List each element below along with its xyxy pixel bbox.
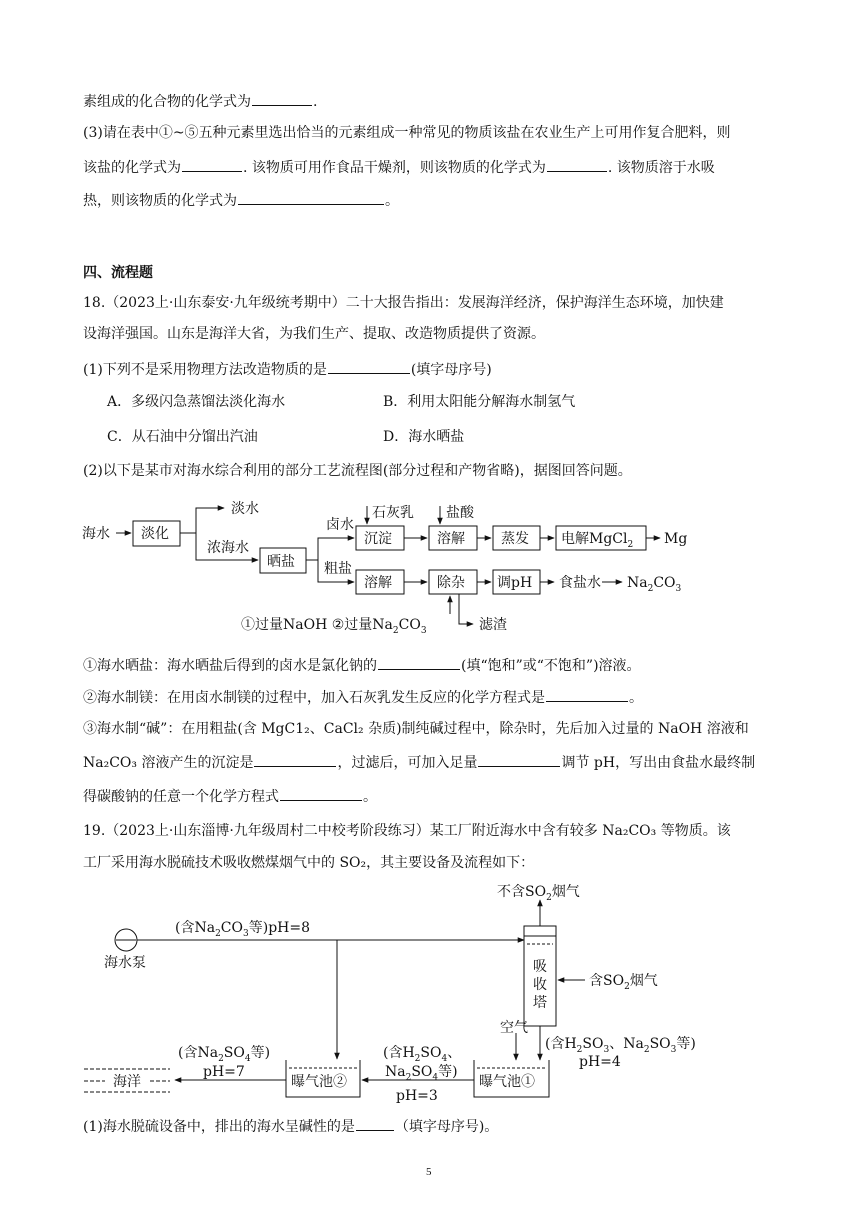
sub-question-3-end: 。 — [363, 789, 377, 805]
label-reagents: ①过量NaOH ②过量$Na_2CO_3$ — [241, 617, 427, 636]
question-18-line-1: 18.（2023上·山东泰安·九年级统考期中）二十大报告指出：发展海洋经济，保护海洋生态环境，加快建 — [83, 295, 724, 311]
line-3-part-a: 该盐的化学式为 — [83, 160, 181, 176]
line-4-part-a: 热，则该物质的化学式为 — [83, 193, 237, 209]
question-19-line-2: 工厂采用海水脱硫技术吸收燃煤烟气中的 SO₂，其主要设备及流程如下： — [83, 855, 535, 871]
sub-question-3-part-b: ，过滤后，可加入足量 — [337, 755, 478, 771]
label-mid-flow-2: $Na_2SO_4$等) — [385, 1064, 458, 1083]
label-precipitate: 沉淀 — [364, 531, 392, 547]
line-3-part-c: . 该物质溶于水吸 — [607, 160, 715, 176]
label-tower-2: 收 — [533, 977, 547, 993]
label-air: 空气 — [500, 1020, 528, 1036]
label-pool-2: 曝气池② — [291, 1074, 347, 1090]
label-mid-ph: pH=3 — [396, 1088, 438, 1104]
label-fresh-water: 淡水 — [231, 501, 259, 517]
label-tower-3: 塔 — [533, 995, 547, 1011]
part-1-text: (1)下列不是采用物理方法改造物质的是 — [83, 362, 327, 378]
label-pool-1: 曝气池① — [479, 1074, 535, 1090]
label-na2co3: $Na_2CO_3$ — [627, 575, 682, 594]
label-mg: Mg — [664, 531, 688, 547]
line-3-part-b: . 该物质可用作食品干燥剂，则该物质的化学式为 — [243, 160, 546, 176]
label-conc-seawater: 浓海水 — [207, 540, 249, 556]
label-pump: 海水泵 — [104, 955, 146, 971]
option-d: D．海水晒盐 — [383, 429, 465, 445]
line-1-text: 素组成的化合物的化学式为 — [83, 94, 251, 110]
option-b: B．利用太阳能分解海水制氢气 — [383, 394, 576, 410]
sub-question-3-part-d: 得碳酸钠的任意一个化学方程式 — [83, 789, 279, 805]
label-hcl: 盐酸 — [446, 505, 474, 521]
label-crude-salt: 粗盐 — [324, 561, 352, 577]
q19-part-1-hint: （填字母序号)。 — [394, 1119, 499, 1135]
sub-question-3: ③海水制“碱”：在用粗盐(含 MgC1₂、CaCl₂ 杂质)制纯碱过程中，除杂时，先后加入过量的 NaOH 溶液和 — [83, 721, 749, 737]
page-number: 5 — [426, 1166, 432, 1178]
line-1-end: . — [313, 94, 318, 110]
label-tower-1: 吸 — [533, 959, 547, 975]
label-mid-flow-1: (含$H_2SO_4$、 — [383, 1045, 462, 1064]
label-lime-milk: 石灰乳 — [372, 505, 414, 521]
label-filter-residue: 滤渣 — [479, 617, 507, 633]
sub-question-3-part-a: Na₂CO₃ 溶液产生的沉淀是 — [83, 755, 254, 771]
label-left-flow: (含$Na_2SO_4$等) — [178, 1045, 271, 1064]
label-so2-gas: 含$SO_2$烟气 — [589, 973, 658, 992]
label-desalinate: 淡化 — [141, 526, 169, 542]
label-dissolve-1: 溶解 — [437, 531, 465, 547]
q19-part-1-text: (1)海水脱硫设备中，排出的海水呈碱性的是 — [83, 1119, 355, 1135]
label-brine: 卤水 — [326, 517, 354, 533]
question-18-line-2: 设海洋强国。山东是海洋大省，为我们生产、提取、改造物质提供了资源。 — [83, 326, 545, 342]
label-outflow-ph: pH=4 — [579, 1054, 621, 1070]
absorption-tower — [524, 926, 556, 1026]
label-brine-salt: 食盐水 — [559, 575, 601, 591]
label-electrolysis: 电解MgCl$_2$ — [561, 531, 634, 550]
label-ocean: 海洋 — [113, 1074, 141, 1090]
option-a: A．多级闪急蒸馏法淡化海水 — [107, 394, 286, 410]
label-inlet-seawater: (含$Na_2CO_3$等)pH=8 — [175, 920, 311, 939]
sub-question-1-hint: (填“饱和”或“不饱和”)溶液。 — [461, 658, 641, 674]
label-dissolve-2: 溶解 — [364, 575, 392, 591]
option-c: C．从石油中分馏出汽油 — [107, 429, 258, 445]
sub-question-2-end: 。 — [629, 690, 643, 706]
section-heading: 四、流程题 — [83, 265, 153, 281]
label-seawater: 海水 — [82, 526, 110, 542]
sub-question-3-part-c: 调节 pH，写出由食盐水最终制 — [561, 755, 756, 771]
sub-question-2-text: ②海水制镁：在用卤水制镁的过程中，加入石灰乳发生反应的化学方程式是 — [83, 690, 545, 706]
question-18-part-2: (2)以下是某市对海水综合利用的部分工艺流程图(部分过程和产物省略)，据图回答问题。 — [83, 463, 632, 479]
answer-blank[interactable] — [356, 1116, 394, 1131]
sub-question-1-text: ①海水晒盐：海水晒盐后得到的卤水是氯化钠的 — [83, 658, 377, 674]
label-tower-outflow: (含$H_2SO_3$、$Na_2SO_3$等) — [545, 1036, 696, 1055]
question-19-part-1 — [83, 1116, 498, 1136]
question-3-text: (3)请在表中①~⑤五种元素里选出恰当的元素组成一种常见的物质该盐在农业生产上可用作复合肥料，则 — [83, 125, 731, 141]
label-no-so2-gas: 不含$SO_2$烟气 — [497, 884, 580, 903]
label-purify: 除杂 — [437, 575, 465, 591]
label-adjust-ph: 调pH — [497, 575, 533, 591]
label-sun-dry: 晒盐 — [267, 554, 295, 570]
part-1-hint: (填字母序号) — [410, 362, 492, 378]
question-19-line-1: 19.（2023上·山东淄博·九年级周村二中校考阶段练习）某工厂附近海水中含有较多 Na₂CO₃ 等物质。该 — [83, 823, 731, 839]
label-evaporate: 蒸发 — [501, 531, 529, 547]
line-4-end: 。 — [385, 193, 399, 209]
label-left-ph: pH=7 — [203, 1064, 245, 1080]
